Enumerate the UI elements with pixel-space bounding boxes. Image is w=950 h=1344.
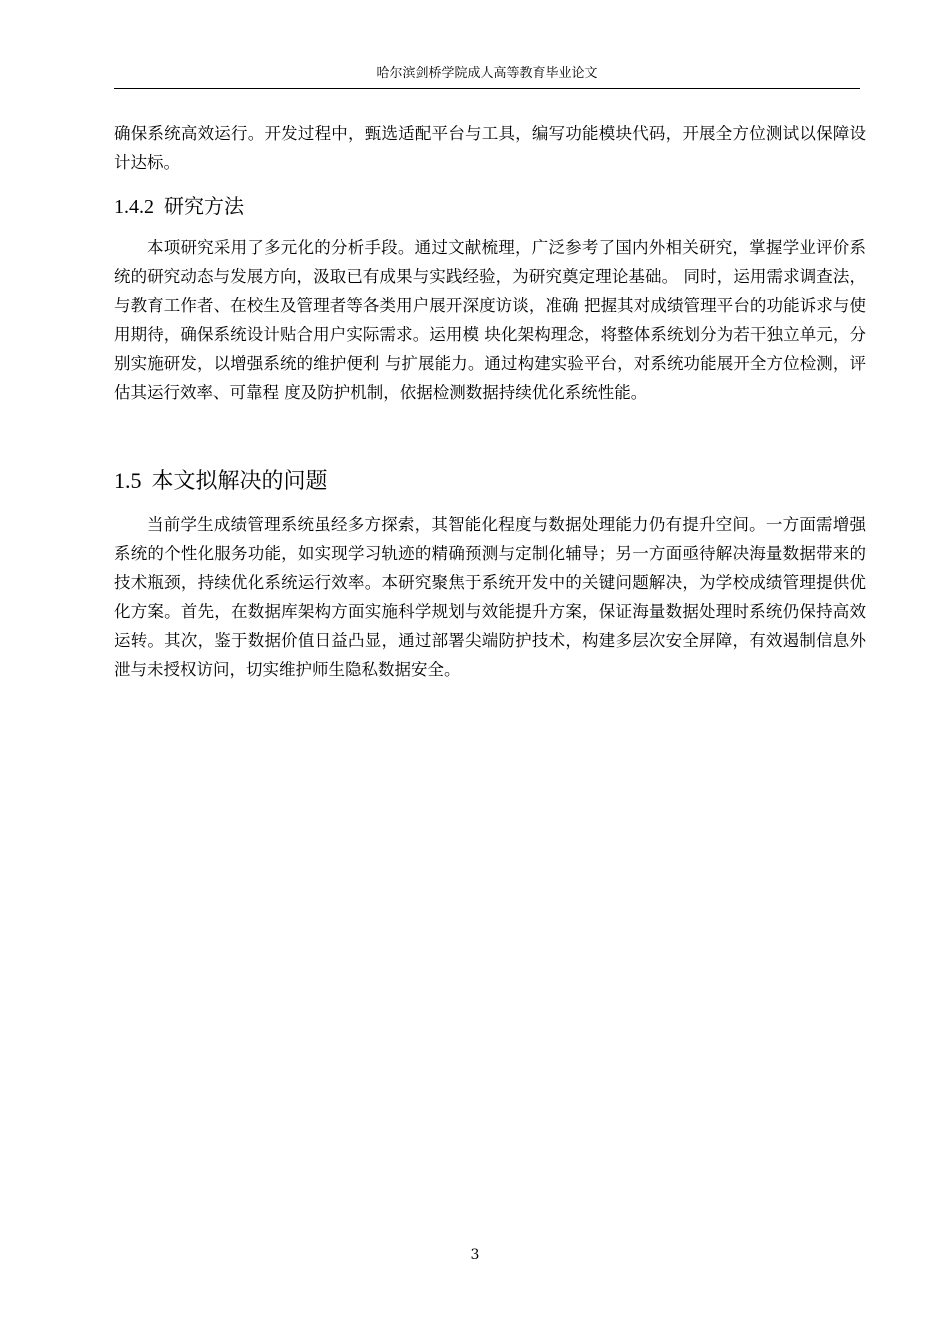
problems-paragraph: 当前学生成绩管理系统虽经多方探索，其智能化程度与数据处理能力仍有提升空间。一方面需增强系统的个性化服务功能，如实现学习轨迹的精确预测与定制化辅导；另一方面亟待解决海量数据带来的技术瓶颈，持续优化系统运行效率。本研究聚焦于系统开发中的关键问题解决，为学校成绩管理提供优化方案。首先，在数据库架构方面实施科学规划与效能提升方案，保证海量数据处理时系统仍保持高效运转。其次，鉴于数据价值日益凸显，通过部署尖端防护技术，构建多层次安全屏障，有效遏制信息外泄与未授权访问，切实维护师生隐私数据安全。 bbox=[114, 515, 866, 679]
continued-paragraph: 确保系统高效运行。开发过程中，甄选适配平台与工具，编写功能模块代码，开展全方位测试以保障设计达标。 bbox=[114, 124, 866, 172]
page-number: 3 bbox=[470, 1247, 480, 1263]
section-title: 本文拟解决的问题 bbox=[151, 469, 328, 494]
section-number: 1.5 bbox=[114, 468, 142, 493]
section-heading-1-5 bbox=[114, 466, 328, 497]
section-number: 1.4.2 bbox=[114, 196, 154, 218]
section-heading-1-4-2 bbox=[114, 192, 244, 221]
running-header: 哈尔滨剑桥学院成人高等教育毕业论文 bbox=[114, 60, 860, 89]
section-title: 研究方法 bbox=[164, 194, 244, 218]
research-methods-paragraph: 本项研究采用了多元化的分析手段。通过文献梳理，广泛参考了国内外相关研究，掌握学业评价系统的研究动态与发展方向，汲取已有成果与实践经验，为研究奠定理论基础。 同时，运用需求调查法，与教育工作者、在校生及管理者等各类用户展开深度访谈，准确 把握其对成绩管理平台的功能诉求与使用期待，确保系统设计贴合用户实际需求。运用模 块化架构理念，将整体系统划分为若干独立单元，分别实施研发，以增强系统的维护便利 与扩展能力。通过构建实验平台，对系统功能展开全方位检测，评估其运行效率、可靠程 度及防护机制，依据检测数据持续优化系统性能。 bbox=[114, 238, 866, 402]
